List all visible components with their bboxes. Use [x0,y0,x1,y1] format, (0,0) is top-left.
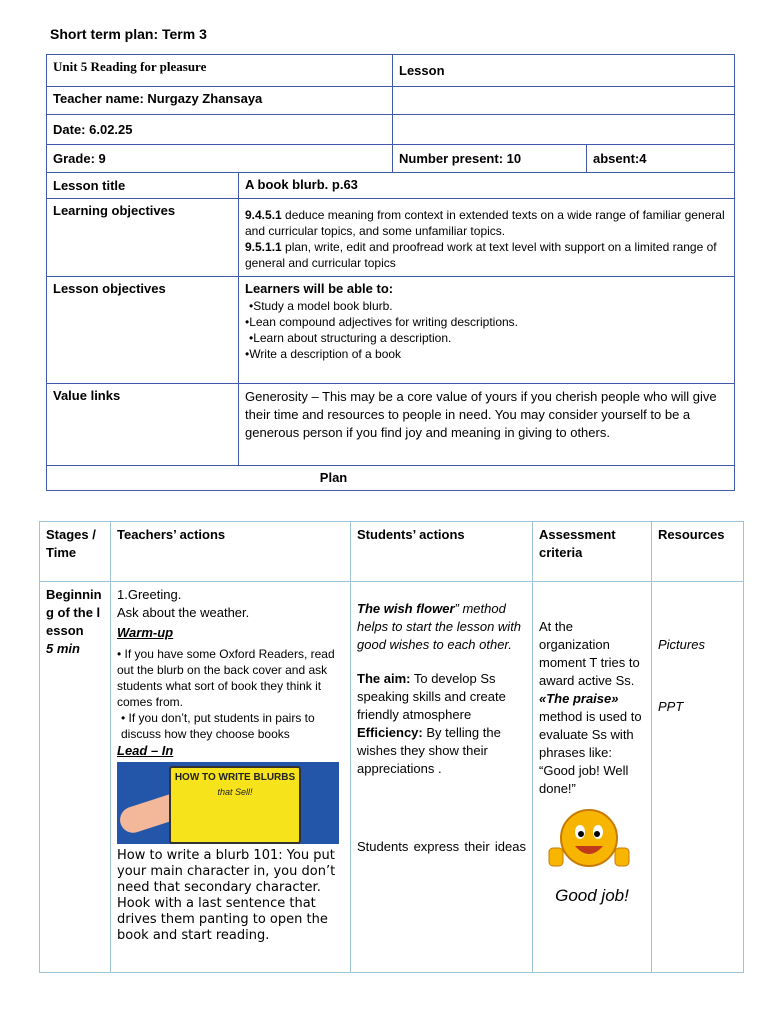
weather: Ask about the weather. [117,605,250,620]
lesson-title-value: A book blurb. p.63 [239,173,735,199]
blurb-text: How to write a blurb 101: You put your main character in, you don’t need that secondary character. Hook with a last sentence that drives them panting to open the book and start reading. [117,848,336,943]
teacher-name: Teacher name: Nurgazy Zhansaya [47,87,393,115]
smiley-thumbs-up-icon [545,804,633,878]
praise-quote: “Good job! Well done!” [539,763,629,796]
stage-cell [40,582,111,973]
warmup-bullet-1: • If you have some Oxford Readers, read out the blurb on the back cover and ask students what sort of book they think it comes from. [117,647,335,709]
resource-pictures: Pictures [658,637,705,652]
empty-cell [393,87,735,115]
resources-cell [652,582,744,973]
resource-ppt: PPT [658,699,684,714]
list-item: • Learn about structuring a description. [245,330,728,346]
warmup-bullet-1-text: If you have some Oxford Readers, read out the blurb on the back cover and ask students what sort of book they think it comes from. [117,647,335,709]
stage-name: Beginning of the lesson [46,587,102,638]
aim [357,670,526,724]
objectives-list [245,298,728,362]
lesson-header-table [46,54,735,491]
lo2-code: 9.5.1.1 [245,240,282,254]
list-item: • Lean compound adjectives for writing descriptions. [245,314,728,330]
grade: Grade: 9 [47,145,393,173]
learners-able: Learners will be able to: [245,281,394,296]
aim-text: To develop Ss speaking skills and create friendly atmosphere [357,671,506,722]
aim-label: The aim: [357,671,411,686]
good-job-caption: Good job! [555,886,629,905]
absent-count: absent:4 [587,145,735,173]
learning-objectives-label: Learning objectives [47,199,239,277]
page-title: Short term plan: Term 3 [50,26,207,42]
lesson-objectives [239,277,735,384]
value-links-label: Value links [47,384,239,466]
book-subtitle: that Sell! [217,787,253,797]
plan-table [39,521,744,973]
warmup-heading: Warm-up [117,625,174,640]
teacher-actions [111,582,351,973]
header-assessment: Assessment criteria [533,522,652,582]
lo2-text: plan, write, edit and proofread work at text level with support on a limited range of general and curricular topics [245,240,717,270]
efficiency [357,724,526,778]
book-title: HOW TO WRITE BLURBS [174,772,296,783]
warmup-bullet-2-text: If you don’t, put students in pairs to discuss how they choose books [121,711,315,741]
greeting: 1.Greeting. [117,587,182,602]
header-resources: Resources [652,522,744,582]
lo1-code: 9.4.5.1 [245,208,282,222]
lesson-objectives-label: Lesson objectives [47,277,239,384]
unit-cell: Unit 5 Reading for pleasure [47,55,393,87]
praise-method [539,690,645,762]
learning-objectives [239,199,735,277]
wish-flower [357,600,526,654]
number-present: Number present: 10 [393,145,587,173]
efficiency-text: By telling the wishes they show their appreciations . [357,725,501,776]
wish-title: The wish flower [357,601,455,616]
value-links-text: Generosity – This may be a core value of yours if you cherish people who will give their time and resources to people in need. You may consider yourself to be a generous person if you find joy and meaning in giving to others. [239,384,735,466]
header-students-actions: Students’ actions [351,522,533,582]
warmup-bullet-2: • If you don’t, put students in pairs to discuss how they choose books [121,711,315,741]
plan-heading: Plan [47,466,735,491]
wish-rest: ” method helps to start the lesson with good wishes to each other. [357,601,522,652]
list-item: • Study a model book blurb. [245,298,728,314]
lesson-cell: Lesson [393,55,735,87]
assessment-cell [533,582,652,973]
book-image [117,762,339,844]
header-stages: Stages / Time [40,522,111,582]
stage-time: 5 min [46,641,80,656]
students-actions [351,582,533,973]
lo1-text: deduce meaning from context in extended texts on a wide range of familiar general and curricular topics, and some unfamiliar topics. [245,208,725,238]
header-teachers-actions: Teachers’ actions [111,522,351,582]
leadin-heading: Lead – In [117,743,174,758]
assessment-text-1: At the organization moment T tries to award active Ss. [539,619,640,688]
praise-label: «The praise» [539,691,619,706]
efficiency-label: Efficiency: [357,725,423,740]
lesson-title-label: Lesson title [47,173,239,199]
lesson-date: Date: 6.02.25 [47,115,393,145]
book-cover [169,766,301,844]
empty-cell [393,115,735,145]
students-express: Students express their ideas [357,839,526,854]
praise-text: method is used to evaluate Ss with phrases like: [539,709,642,760]
list-item: • Write a description of a book [245,346,728,362]
